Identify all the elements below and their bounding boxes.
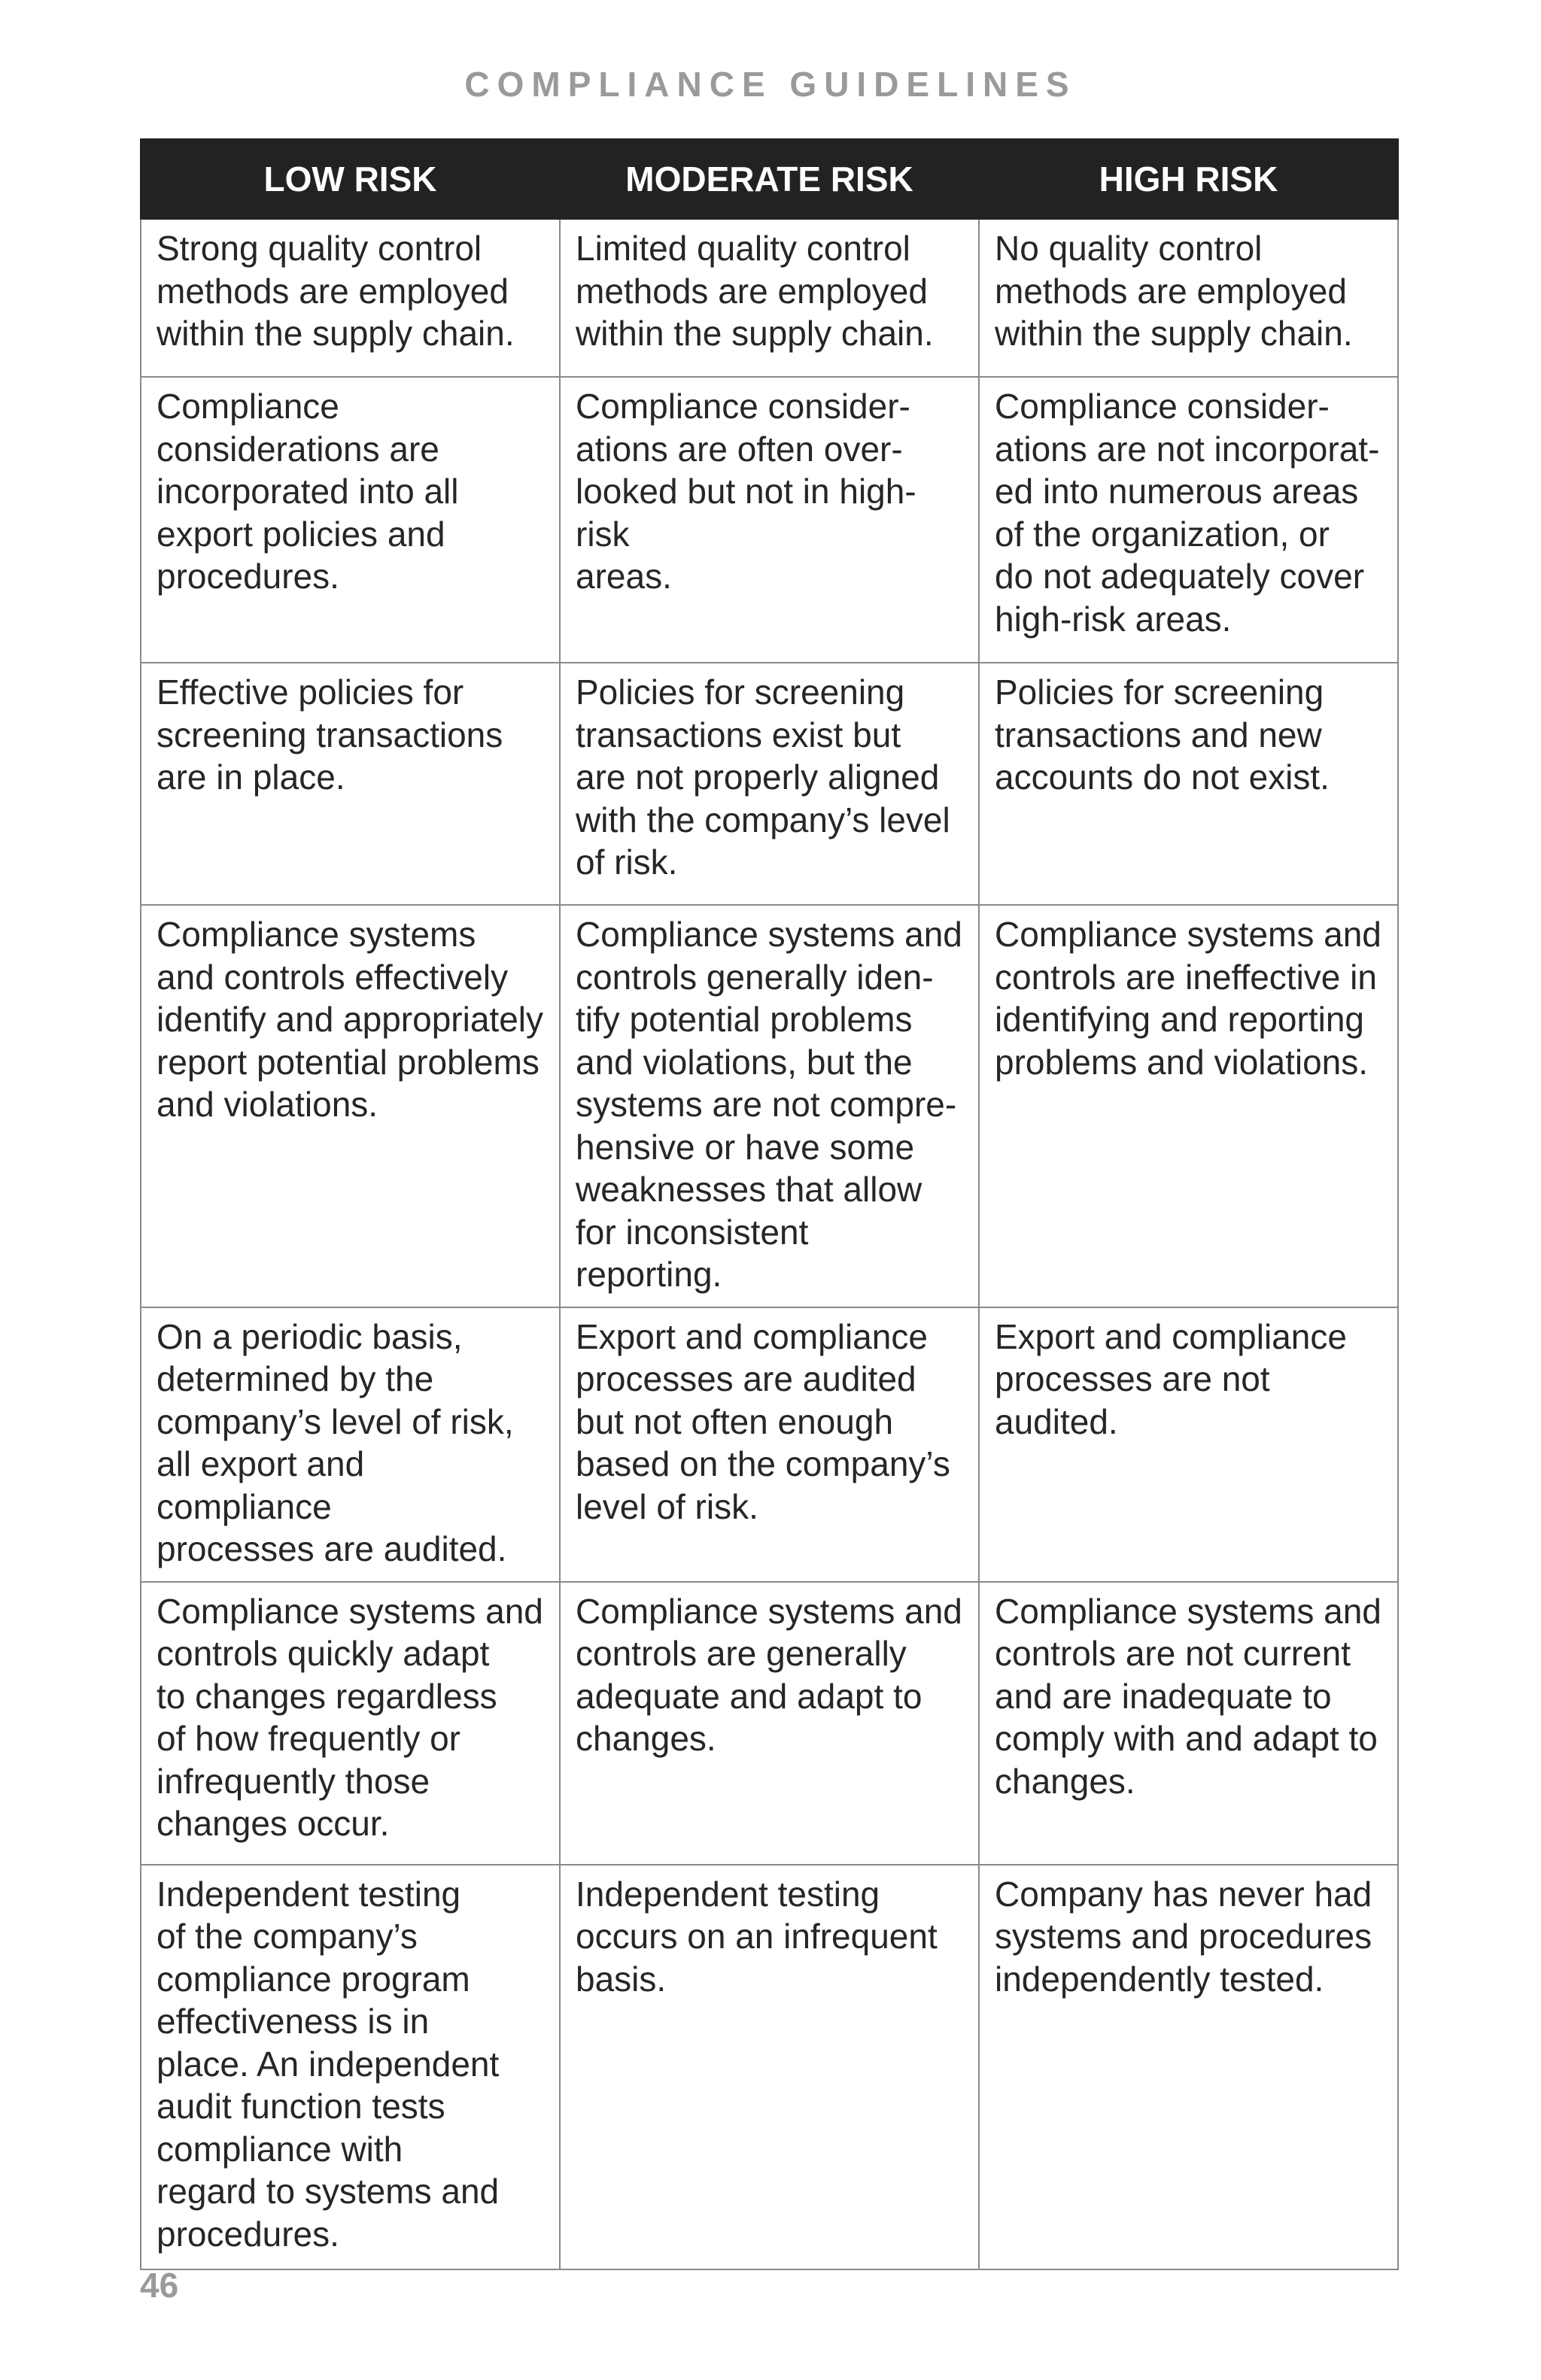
table-cell: Compliance systems and controls effectively identify and appropriately report potential problems and violations.: [141, 905, 560, 1307]
table-row-independent-testing: [141, 1865, 1398, 2269]
page-title: COMPLIANCE GUIDELINES: [464, 65, 1077, 104]
table-cell: No quality control methods are employed within the supply chain.: [979, 219, 1398, 377]
table-cell: Limited quality control methods are employed within the supply chain.: [560, 219, 979, 377]
table-row-compliance-considerations: [141, 377, 1398, 663]
table-cell: Effective policies for screening transactions are in place.: [141, 663, 560, 905]
table-cell: Export and compliance processes are not audited.: [979, 1307, 1398, 1582]
table-cell: Export and compliance processes are audited but not often enough based on the company’s level of risk.: [560, 1307, 979, 1582]
table-cell: Compliance considerations are incorporated into all export policies and procedures.: [141, 377, 560, 663]
table-cell: Compliance systems and controls are generally adequate and adapt to changes.: [560, 1582, 979, 1865]
table-cell: Compliance systems and controls are ineffective in identifying and reporting problems and violations.: [979, 905, 1398, 1307]
table-cell: Compliance systems and controls generally iden- tify potential problems and violations, but the systems are not compre- hensive or have some weaknesses that allow for inconsistent reporting.: [560, 905, 979, 1307]
table-cell: Strong quality control methods are employed within the supply chain.: [141, 219, 560, 377]
table-row-systems-and-controls: [141, 905, 1398, 1307]
page-number: 46: [140, 2266, 179, 2305]
table-cell: Compliance systems and controls quickly adapt to changes regardless of how frequently or infrequently those changes occur.: [141, 1582, 560, 1865]
column-header-moderate-risk: MODERATE RISK: [560, 139, 979, 219]
table-cell: Company has never had systems and procedures independently tested.: [979, 1865, 1398, 2269]
table-cell: Independent testing occurs on an infrequent basis.: [560, 1865, 979, 2269]
compliance-risk-table: [140, 138, 1399, 2270]
table-row-quality-control: [141, 219, 1398, 377]
column-header-low-risk: LOW RISK: [141, 139, 560, 219]
table-row-screening-policies: [141, 663, 1398, 905]
table-row-adapting-to-changes: [141, 1582, 1398, 1865]
table-cell: Policies for screening transactions and new accounts do not exist.: [979, 663, 1398, 905]
column-header-high-risk: HIGH RISK: [979, 139, 1398, 219]
table-cell: Compliance consider- ations are often over- looked but not in high-risk areas.: [560, 377, 979, 663]
table-header-row: [141, 139, 1398, 219]
table-cell: Policies for screening transactions exist but are not properly aligned with the company’s level of risk.: [560, 663, 979, 905]
table-row-auditing: [141, 1307, 1398, 1582]
table-cell: Independent testing of the company’s compliance program effectiveness is in place. An independent audit function tests compliance with regard to systems and procedures.: [141, 1865, 560, 2269]
table-cell: On a periodic basis, determined by the company’s level of risk, all export and compliance processes are audited.: [141, 1307, 560, 1582]
table-cell: Compliance systems and controls are not current and are inadequate to comply with and adapt to changes.: [979, 1582, 1398, 1865]
table-cell: Compliance consider- ations are not incorporat- ed into numerous areas of the organization, or do not adequately cover high-risk areas.: [979, 377, 1398, 663]
